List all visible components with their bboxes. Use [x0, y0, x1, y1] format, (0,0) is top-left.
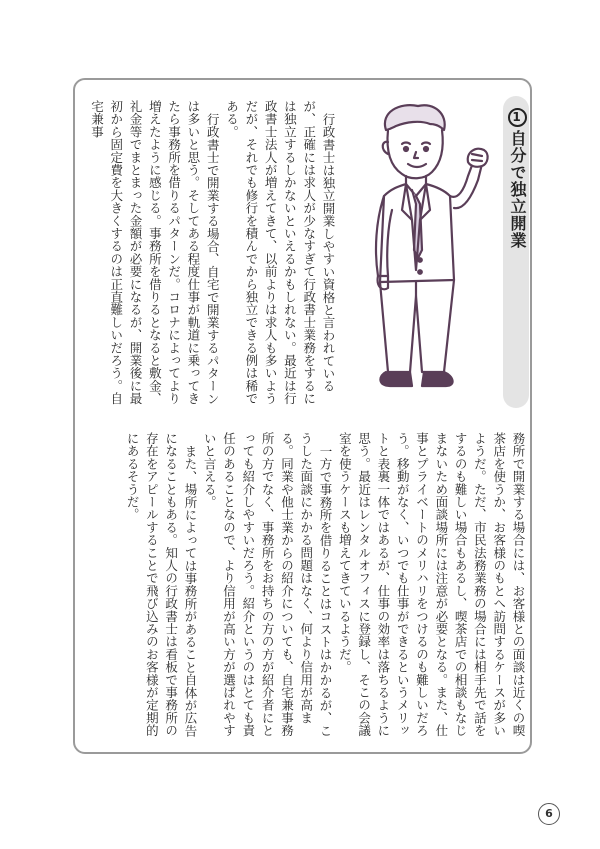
section-title-text: 自分で独立開業: [508, 130, 527, 249]
paragraph: 務所で開業する場合には、お客様との面談は近くの喫茶店を使うか、お客様のもとへ訪問するケースが多いようだ。ただ、市民法務業務の場合には相手先で話をするのも難しい場合もあるし、喫茶店での相談もなじまないため面談場所には注意が必要となる。また、仕事とプライベートのメリハリをつけるのも難しいだろう。移動がなく、いつでも仕事ができるというメリットと表裏一体ではあるが、仕事の効率は落ちるように思う。最近はレンタルオフィスに登録し、そこの会議室を使うケースも増えてきているようだ。: [337, 432, 526, 737]
paragraph: また、場所によっては事務所があること自体が広告になることもある。知人の行政書士は看板で事務所の存在をアピールすることで飛び込みのお客様が定期的にあるそうだ。: [125, 432, 198, 737]
section-number: 1: [508, 108, 527, 127]
page-number: 6: [538, 803, 560, 825]
section-title: [506, 108, 529, 249]
paragraph: 一方で事務所を借りることはコストはかかるが、こうした面談にかかる問題はなく、何より信用が高まる。同業や他士業からの紹介についても、自宅兼事務所の方でなく、事務所をお持ちの方の方が紹介者にとっても紹介しやすいだろう。紹介というのはとても責任のあることなので、より信用が高い方が選ばれやすいと言える。: [202, 432, 334, 737]
paragraph: 行政書士は独立開業しやすい資格と言われているが、正確には求人が少なすぎて行政書士業務をするには独立するしかないといえるかもしれない。最近は行政書士法人が増えてきて、以前よりは求人も多いようだが、それでも修行を積んでから独立できる例は稀である。: [224, 100, 336, 405]
businessman-illustration: [340, 100, 492, 396]
paragraph: 行政書士で開業する場合、自宅で開業するパターンは多いと思う。そしてある程度仕事が軌道に乗ってきたら事務所を借りるパターンだ。コロナによってより増えたように感じる。事務所を借りるとなると敷金、礼金等でまとまった金額が必要になるが、開業後に最初から固定費を大きくするのは正直難しいだろう。自宅兼事: [89, 100, 221, 405]
text-column-bottom: [84, 432, 528, 742]
text-column-top: [76, 100, 338, 416]
